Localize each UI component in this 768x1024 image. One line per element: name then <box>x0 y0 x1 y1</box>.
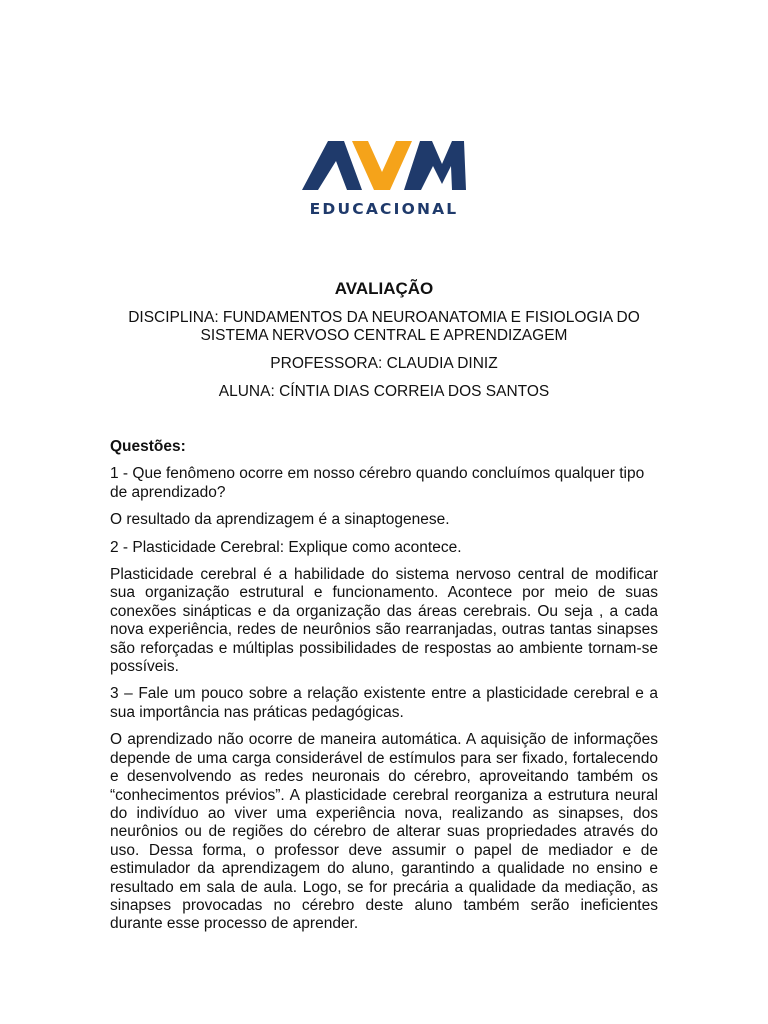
student-line: ALUNA: CÍNTIA DIAS CORREIA DOS SANTOS <box>218 383 550 400</box>
teacher-line: PROFESSORA: CLAUDIA DINIZ <box>270 355 498 372</box>
questions-section <box>110 438 658 943</box>
discipline-line-1: DISCIPLINA: FUNDAMENTOS DA NEUROANATOMIA E FISIOLOGIA DO <box>128 309 640 326</box>
logo-letter-v <box>352 141 412 190</box>
questions-label: Questões: <box>110 438 186 455</box>
logo-subtitle: EDUCACIONAL <box>309 200 459 218</box>
answer-1: O resultado da aprendizagem é a sinaptogenese. <box>110 511 450 529</box>
question-2: 2 - Plasticidade Cerebral: Explique como acontece. <box>110 538 462 556</box>
logo-letter-a <box>302 141 362 190</box>
question-1: 1 - Que fenômeno ocorre em nosso cérebro quando concluímos qualquer tipo de aprendizado? <box>110 465 645 501</box>
answer-2: Plasticidade cerebral é a habilidade do sistema nervoso central de modificar sua organização estrutural e funcionamento. Acontece por meio de suas conexões sinápticas e da organização das áreas cerebrais. Ou seja , a cada nova experiência, redes de neurônios são rearranjadas, outras tantas sinapses são reforçadas e múltiplas possibilidades de respostas ao ambiente tornam-se possíveis. <box>110 566 658 676</box>
document-title: AVALIAÇÃO <box>334 279 434 298</box>
logo-letter-m <box>404 141 466 190</box>
question-3: 3 – Fale um pouco sobre a relação existente entre a plasticidade cerebral e a sua importância nas práticas pedagógicas. <box>110 685 658 721</box>
answer-3: O aprendizado não ocorre de maneira automática. A aquisição de informações depende de uma carga considerável de estímulos para ser fixado, fortalecendo e desenvolvendo as redes neuronais do cérebro, aproveitando também os “conhecimentos prévios”. A plasticidade cerebral reorganiza a estrutura neural do indivíduo ao viver uma experiência nova, realizando as sinapses, dos neurônios ou de regiões do cérebro de alterar suas propriedades através do uso. Dessa forma, o professor deve assumir o papel de mediador e de estimulador da aprendizagem do aluno, garantindo a qualidade no ensino e resultado em sala de aula. Logo, se for precária a qualidade da mediação, as sinapses provocadas no cérebro deste aluno também serão ineficientes durante esse processo de aprender. <box>110 731 658 933</box>
discipline-line <box>100 309 668 345</box>
discipline-line-2: SISTEMA NERVOSO CENTRAL E APRENDIZAGEM <box>200 327 568 344</box>
avm-educacional-logo <box>300 138 468 218</box>
